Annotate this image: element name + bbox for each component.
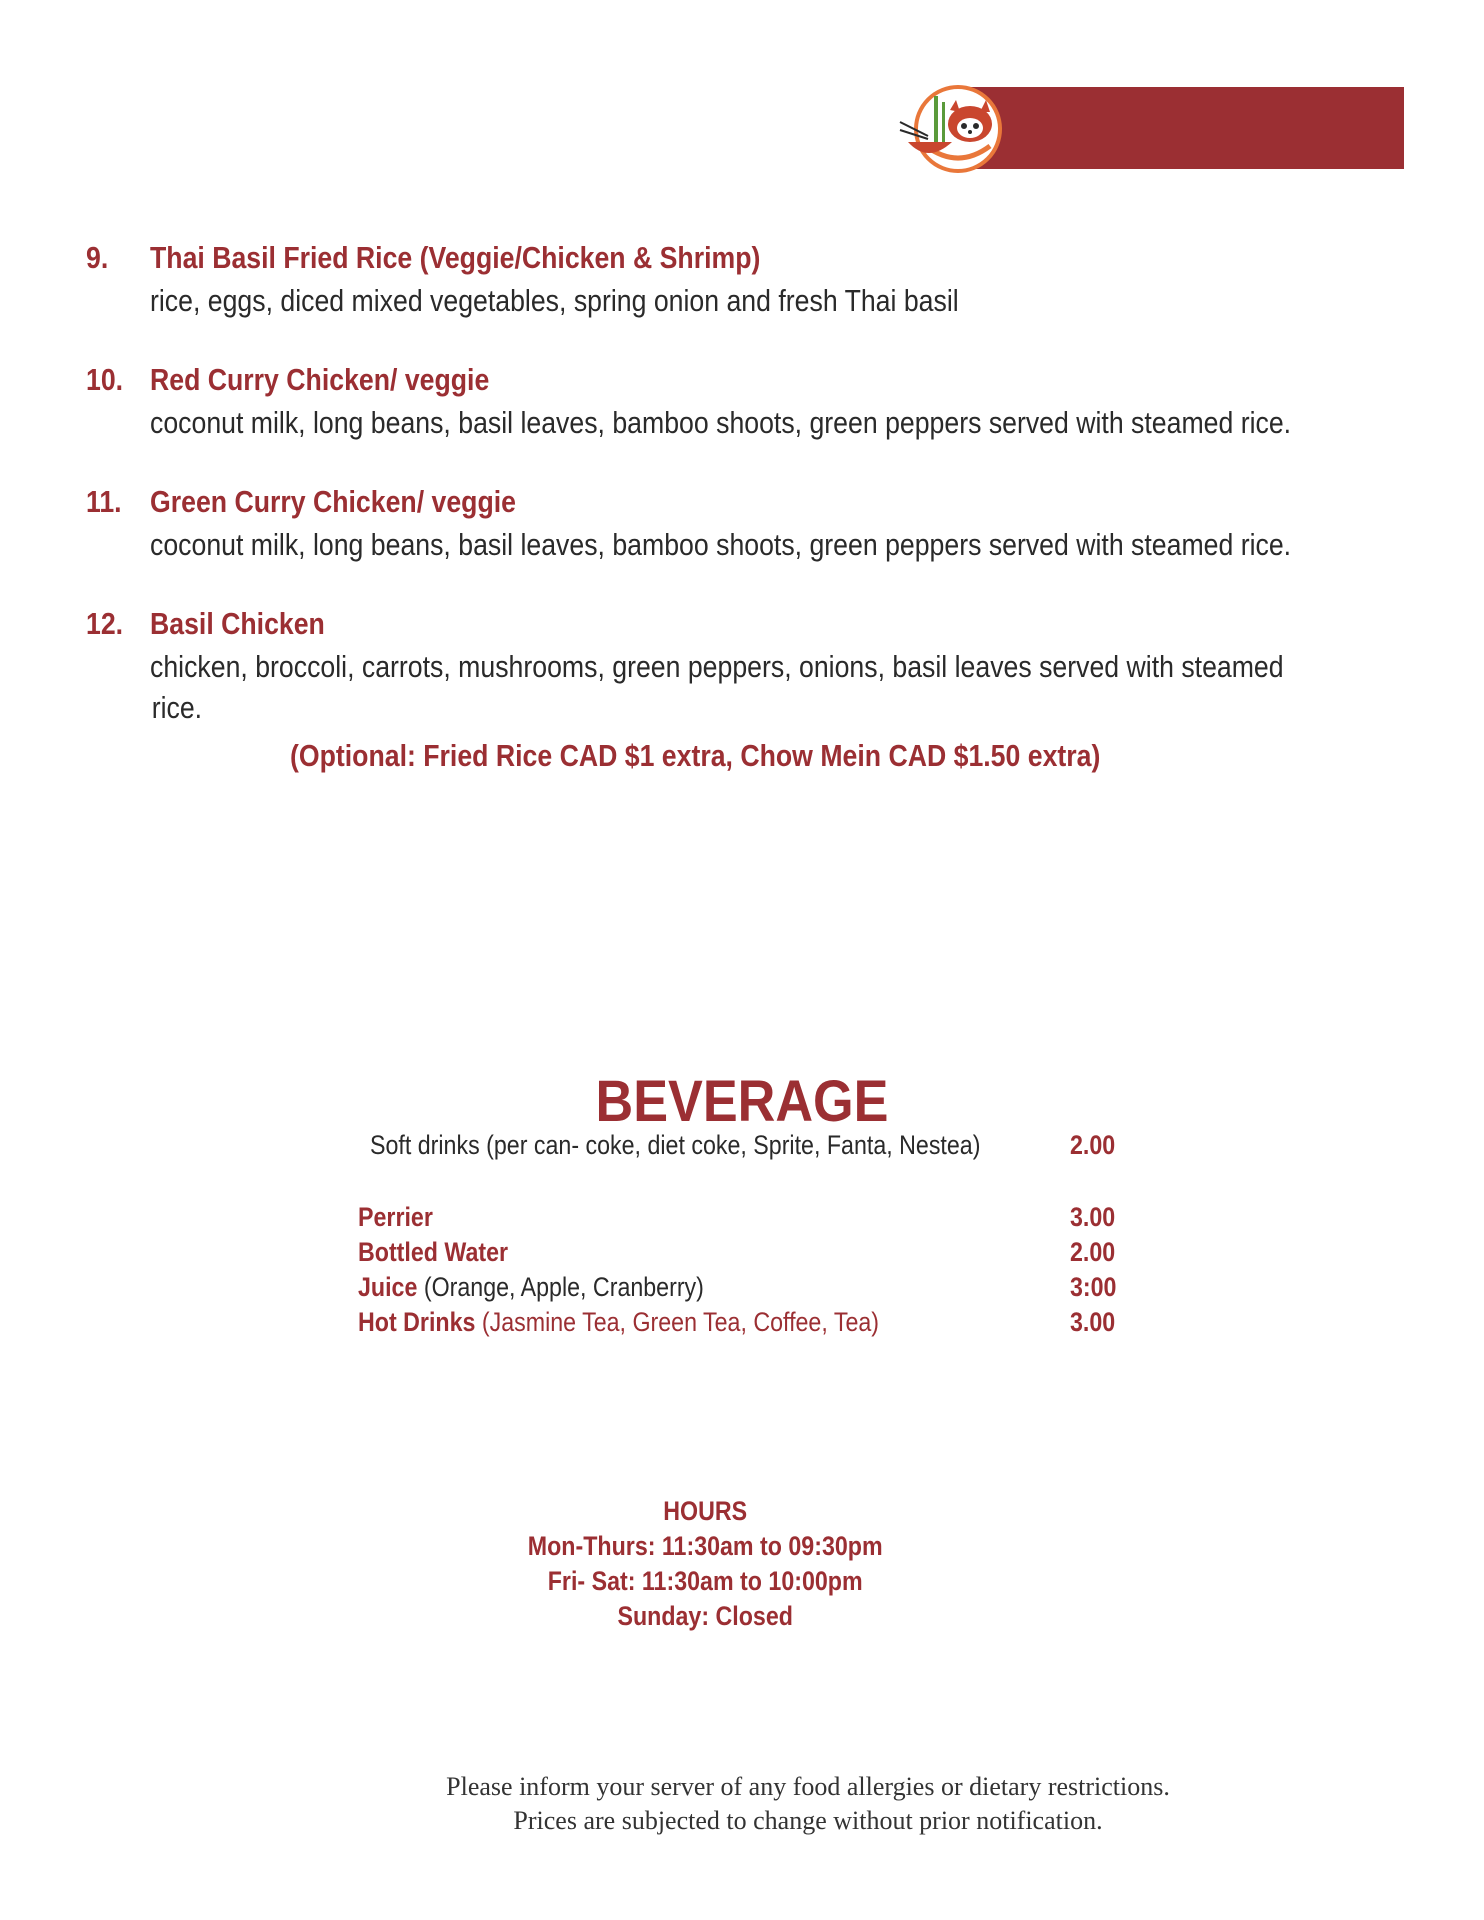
- menu-item-10: [86, 362, 1426, 442]
- beverage-item-soft-drinks: [370, 1130, 980, 1161]
- item-description-line: rice.: [151, 690, 203, 725]
- footer-line: Prices are subjected to change without prior notification.: [513, 1806, 1103, 1835]
- beverage-name: Juice: [358, 1272, 418, 1302]
- beverage-detail: Soft drinks (per can- coke, diet coke, Sprite, Fanta, Nestea): [370, 1130, 981, 1160]
- beverage-price: 2.00: [1070, 1237, 1116, 1267]
- beverage-item-perrier: [358, 1202, 433, 1233]
- item-description: coconut milk, long beans, basil leaves, bamboo shoots, green peppers served with steamed rice.: [150, 527, 1292, 562]
- beverage-price: 3.00: [1070, 1307, 1116, 1337]
- hours-line: Mon-Thurs: 11:30am to 09:30pm: [527, 1531, 883, 1561]
- red-panda-logo-icon: [898, 84, 1006, 174]
- beverage-item-juice: [358, 1272, 704, 1303]
- beverage-item-bottled-water: [358, 1237, 508, 1268]
- hours-block: [0, 1494, 1410, 1634]
- item-description: [150, 646, 1294, 728]
- item-number: 9.: [86, 240, 109, 275]
- item-name: Red Curry Chicken/ veggie: [150, 362, 490, 397]
- item-number: 12.: [86, 606, 124, 641]
- item-description: rice, eggs, diced mixed vegetables, spring onion and fresh Thai basil: [150, 283, 959, 318]
- beverage-price: 3.00: [1070, 1202, 1116, 1232]
- item-name: Basil Chicken: [150, 606, 325, 641]
- beverage-name: Bottled Water: [358, 1237, 509, 1267]
- item-name: Thai Basil Fried Rice (Veggie/Chicken & Shrimp): [150, 240, 761, 275]
- item-description: coconut milk, long beans, basil leaves, bamboo shoots, green peppers served with steamed rice.: [150, 405, 1292, 440]
- beverage-item-hot-drinks: [358, 1307, 879, 1338]
- hours-title: HOURS: [663, 1496, 748, 1526]
- beverage-detail: (Jasmine Tea, Green Tea, Coffee, Tea): [481, 1307, 880, 1337]
- item-number: 11.: [86, 484, 122, 519]
- footer-line: Please inform your server of any food allergies or dietary restrictions.: [446, 1772, 1170, 1801]
- beverage-price: 3:00: [1070, 1272, 1117, 1302]
- menu-item-12: [86, 606, 1426, 726]
- item-name: Green Curry Chicken/ veggie: [150, 484, 516, 519]
- optional-note: (Optional: Fried Rice CAD $1 extra, Chow Mein CAD $1.50 extra): [290, 738, 1101, 773]
- menu-item-9: [86, 240, 1426, 320]
- beverage-name: Hot Drinks: [358, 1307, 476, 1337]
- item-description-line: chicken, broccoli, carrots, mushrooms, green peppers, onions, basil leaves served with steamed: [150, 649, 1284, 684]
- hours-line: Fri- Sat: 11:30am to 10:00pm: [547, 1566, 863, 1596]
- menu-item-11: [86, 484, 1426, 564]
- item-number: 10.: [86, 362, 124, 397]
- beverage-price: 2.00: [1070, 1130, 1116, 1160]
- footer-notice: [66, 1770, 1484, 1838]
- header-bar: [958, 87, 1404, 169]
- beverage-title: BEVERAGE: [595, 1069, 889, 1134]
- beverage-detail: (Orange, Apple, Cranberry): [423, 1272, 704, 1302]
- hours-line: Sunday: Closed: [617, 1601, 793, 1631]
- beverage-name: Perrier: [358, 1202, 433, 1232]
